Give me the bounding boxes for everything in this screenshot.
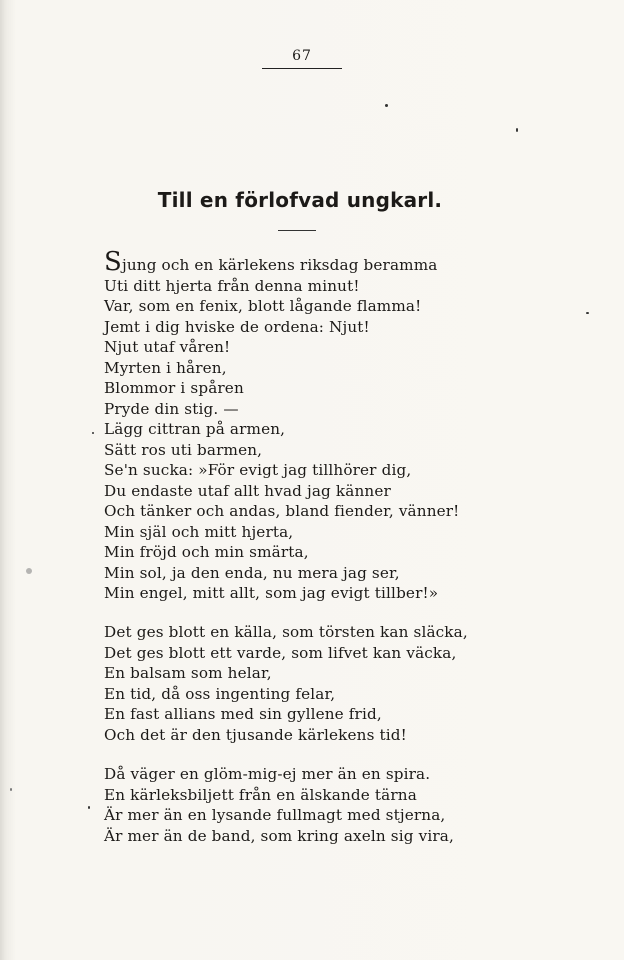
poem-line: Njut utaf våren! [104, 338, 231, 356]
poem-line: Uti ditt hjerta från denna minut! [104, 276, 360, 295]
ink-speck [516, 128, 518, 132]
poem-line: En kärleksbiljett från en älskande tärna [104, 785, 417, 804]
poem-line: Du endaste utaf allt hvad jag känner [104, 481, 391, 500]
poem-line: Min engel, mitt allt, som jag evigt tillber!» [104, 584, 439, 602]
stanza-1 [104, 247, 504, 604]
poem-line: Myrten i håren, [104, 358, 227, 377]
poem-line: Då väger en glöm-mig-ej mer än en spira. [104, 765, 431, 783]
poem-line: Det ges blott en källa, som törsten kan släcka, [104, 623, 468, 641]
ink-speck [385, 104, 388, 107]
poem-line: Är mer än en lysande fullmagt med stjerna, [104, 806, 446, 824]
poem-line: Se'n sucka: »För evigt jag tillhörer dig, [104, 461, 412, 479]
title-rule [278, 230, 316, 231]
poem-line: Min själ och mitt hjerta, [104, 522, 294, 541]
poem-line: Och tänker och andas, bland fiender, vänner! [104, 502, 460, 520]
ink-speck [586, 312, 589, 314]
poem-line: En tid, då oss ingenting felar, [104, 684, 336, 703]
poem-line: En balsam som helar, [104, 664, 272, 682]
ink-speck [92, 432, 94, 434]
poem-line [104, 247, 504, 277]
page-number-rule [262, 68, 342, 69]
poem-line: Blommor i spåren [104, 379, 244, 397]
poem-line: Sätt ros uti barmen, [104, 440, 263, 459]
stanza-3 [104, 764, 504, 846]
poem-line: Och det är den tjusande kärlekens tid! [104, 725, 407, 744]
poem-line: Min fröjd och min smärta, [104, 543, 309, 561]
poem-line: Min sol, ja den enda, nu mera jag ser, [104, 563, 400, 582]
stanza-2 [104, 622, 504, 745]
poem-line: En fast allians med sin gyllene frid, [104, 705, 382, 723]
poem-line: Pryde din stig. — [104, 399, 239, 418]
poem-line: Jemt i dig hviske de ordena: Njut! [104, 317, 370, 336]
first-line-text: jung och en kärlekens riksdag beramma [121, 256, 438, 274]
ink-speck [88, 806, 90, 809]
poem-line: Det ges blott ett varde, som lifvet kan väcka, [104, 643, 457, 662]
poem-title: Till en förlofvad ungkarl. [157, 188, 443, 212]
poem-line: Var, som en fenix, blott lågande flamma! [104, 297, 422, 315]
ink-speck [10, 788, 12, 791]
drop-cap: S [104, 247, 122, 277]
poem-line: Är mer än de band, som kring axeln sig vira, [104, 826, 454, 845]
ink-speck [26, 568, 32, 574]
poem-line: Lägg cittran på armen, [104, 420, 286, 438]
page-number: 67 [292, 48, 312, 64]
